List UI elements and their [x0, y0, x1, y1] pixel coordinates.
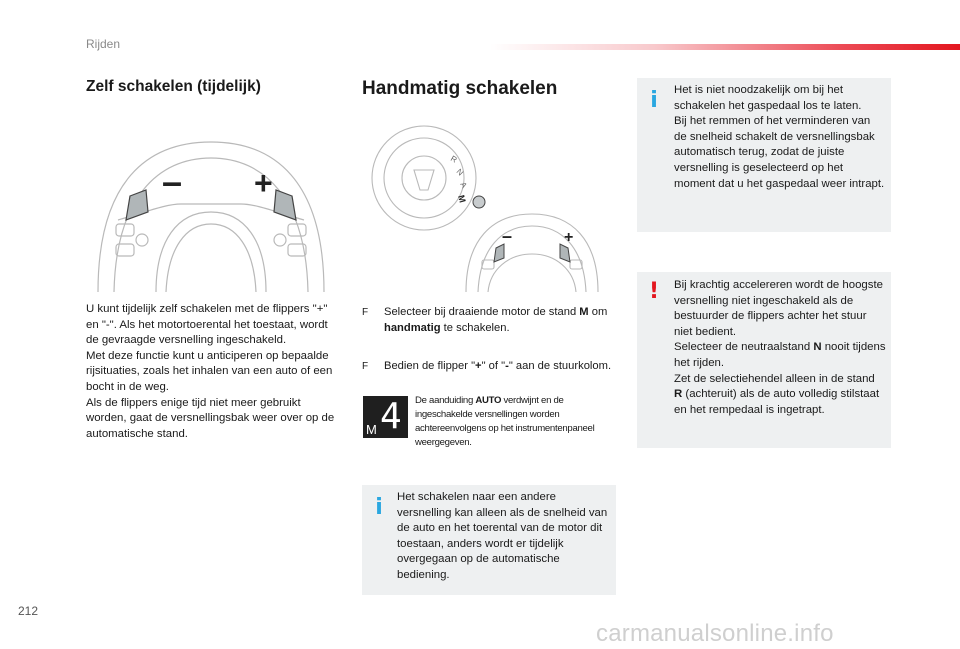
plus-label: + — [254, 165, 273, 201]
display-digit: 4 — [380, 396, 402, 437]
minus-label: – — [502, 226, 513, 246]
dial-letter-a: A — [458, 180, 469, 190]
minus-label: – — [162, 161, 183, 202]
info-icon: i — [375, 495, 383, 520]
left-paddle-icon — [126, 190, 148, 220]
steering-wheel-illustration — [86, 120, 336, 295]
warning-box — [637, 272, 891, 448]
header-accent-bar — [490, 44, 960, 50]
paragraph: U kunt tijdelijk zelf schakelen met de flippers "+" en "-". Als het motortoerental het toestaat, wordt de gevraagde versnelling ingeschakeld. — [86, 303, 328, 347]
paragraph: Met deze functie kunt u anticiperen op bepaalde rijsituaties, zoals het inhalen van een auto of een bocht in de weg. — [86, 349, 333, 393]
section-label: Rijden — [86, 37, 121, 51]
warning-text: Bij krachtig accelereren wordt de hoogste versnelling niet ingeschakeld als de bestuurder de flippers achter het stuur niet bedient. Selecteer de neutraalstand N nooit tijdens het rijden. Zet de selectiehendel alleen in de stand R (achteruit) als de auto volledig stilstaat en het rempedaal is ingetrapt. — [674, 279, 886, 416]
right-paddle-icon — [560, 244, 570, 262]
info-text: Het is niet noodzakelijk om bij het schakelen het gaspedaal los te laten. Bij het remmen of het verminderen van de snelheid schakelt de versnellingsbak automatisch terug, zodat de juiste versnelling is geselecteerd op het moment dat u het gaspedaal weer intrapt. — [674, 84, 885, 190]
left-section-title: Zelf schakelen (tijdelijk) — [86, 78, 261, 95]
watermark: carmanualsonline.info — [596, 620, 834, 647]
display-mode: M — [366, 422, 377, 437]
dial-letter-n: N — [454, 167, 466, 178]
left-body-text — [86, 302, 341, 442]
info-icon: i — [650, 88, 658, 113]
step-text: Bedien de flipper "+" of "-" aan de stuurkolom. — [384, 360, 612, 372]
paragraph: Als de flippers enige tijd niet meer gebruikt worden, gaat de versnellingsbak weer over op de automatische stand. — [86, 396, 335, 440]
plus-label: + — [564, 229, 574, 246]
info-text: Het schakelen naar een andere versnelling kan alleen als de snelheid van de auto en het toerental van de motor dit toestaan, anders wordt er tijdelijk overgegaan op de automatische bediening. — [397, 491, 608, 581]
bullet-icon: F — [362, 307, 369, 318]
gear-selector-illustration — [362, 120, 612, 295]
warning-icon: ! — [648, 279, 660, 304]
step-use-paddles — [362, 359, 622, 375]
dial-letter-r: R — [449, 153, 459, 165]
gear-display — [363, 396, 408, 438]
bullet-icon: F — [362, 361, 369, 372]
right-paddle-icon — [274, 190, 296, 220]
dial-letter-m: M — [456, 193, 468, 204]
middle-section-title: Handmatig schakelen — [362, 78, 558, 99]
display-note: De aanduiding AUTO verdwijnt en de ingeschakelde versnellingen worden achtereenvolgens op het instrumentenpaneel weergegeven. — [415, 395, 595, 448]
page-number: 212 — [18, 604, 39, 618]
step-select-m — [362, 305, 612, 337]
left-paddle-icon — [494, 244, 504, 262]
middle-info-box — [362, 485, 616, 595]
step-text: Selecteer bij draaiende motor de stand M om handmatig te schakelen. — [384, 306, 608, 334]
right-info-box — [637, 78, 891, 232]
